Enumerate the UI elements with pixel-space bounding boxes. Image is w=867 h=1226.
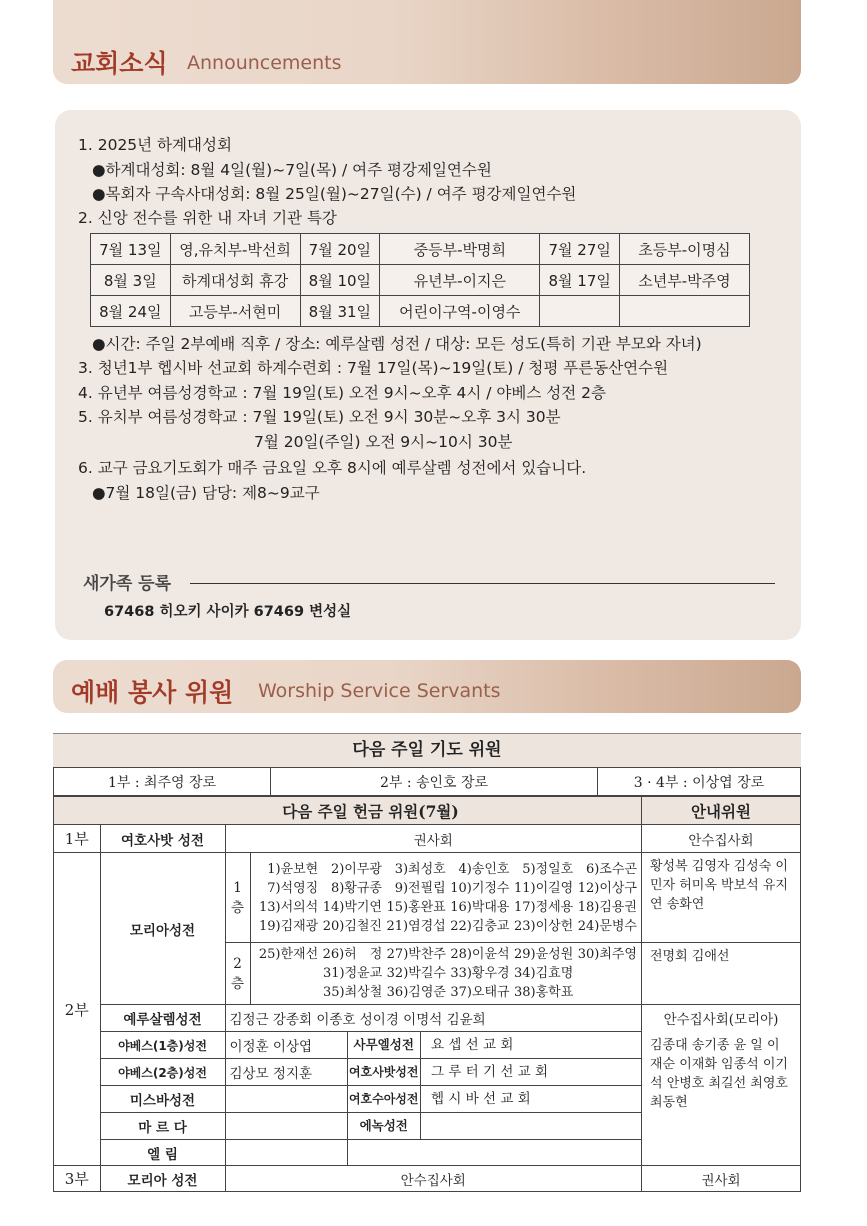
announcement-5b: 7월 20일(주일) 오전 9시~10시 30분 [254,433,513,451]
schedule-lecturer: 영,유치부-박선희 [170,234,300,265]
announcement-1a: ●하계대성회: 8월 4일(월)~7일(목) / 여주 평강제일연수원 [92,161,492,179]
jerusalem-names: 김정근 강종회 이종호 성이경 이명석 김윤희 [225,1005,642,1032]
name [573,964,637,983]
schedule-date: 8월 31일 [300,296,380,327]
jehosua-names: 헵 시 바 선 교 회 [431,1091,531,1107]
name: 14)박기연 [322,899,382,915]
name: 38)홍학표 [513,985,574,1000]
worship-subtitle: Worship Service Servants [258,680,501,702]
lecture-schedule-table [90,233,750,327]
worship-banner [53,660,801,713]
new-family-list: 67468 히오키 사이카 67469 변성실 [104,604,352,620]
announcement-2: 2. 신앙 전수를 위한 내 자녀 기관 특강 [78,209,337,227]
table-row [91,265,750,296]
worship-servants-table [53,796,801,1192]
schedule-date: 8월 10일 [300,265,380,296]
floor-1-label: 1층 [225,853,250,943]
service-3-offering: 안수집사회 [225,1166,642,1192]
name: 4)송인호 [458,861,510,877]
schedule-lecturer: 중등부-박명희 [380,234,540,265]
name: 31)정윤교 [323,966,383,981]
name: 37)오태규 [450,985,510,1000]
name: 2)이무광 [330,861,382,877]
table-row [54,825,801,853]
schedule-date: 7월 20일 [300,234,380,265]
jehoshaphat-label: 여호사밧성전 [348,1059,421,1085]
floor-1-ushers: 황성복 김영자 김성숙 이민자 허미옥 박보석 유지연 송화연 [642,853,801,943]
name: 11)이길영 [513,880,574,896]
name: 1)윤보현 [267,861,319,877]
worship-title: 예배 봉사 위원 [71,678,234,707]
schedule-date [540,296,620,327]
divider [190,583,775,584]
announcement-6: 6. 교구 금요기도회가 매주 금요일 오후 8시에 예루살렘 성전에서 있습니다. [78,459,587,477]
elim-names [225,1140,347,1166]
schedule-lecturer: 초등부-이명심 [619,234,749,265]
enoch-names [421,1118,427,1134]
announcement-1b: ●목회자 구속사대성회: 8월 25일(월)~27일(수) / 여주 평강제일연수원 [92,185,577,203]
samuel-label: 사무엘성전 [348,1032,421,1058]
announcement-2-note: ●시간: 주일 2부예배 직후 / 장소: 예루살렘 성전 / 대상: 모든 성도(특히 기관 부모와 자녀) [92,335,702,353]
schedule-date: 8월 24일 [91,296,171,327]
announcement-3: 3. 청년1부 헵시바 선교회 하계수련회 : 7월 17일(목)~19일(토) / 청평 푸른동산연수원 [78,359,669,377]
table-row [91,234,750,265]
table-row [91,296,750,327]
elim-label: 엘 림 [100,1140,225,1166]
name: 24)문병수 [577,918,637,934]
usher-title: 안내위원 [642,797,801,825]
blank-cell [347,1140,641,1166]
schedule-lecturer: 어린이구역-이영수 [380,296,540,327]
name: 17)정세용 [513,899,574,915]
service-3-label: 3부 [54,1166,101,1192]
floor-1-grid [255,860,638,936]
prayer-committee-title: 다음 주일 기도 위원 [53,733,801,767]
announcement-5: 5. 유치부 여름성경학교 : 7월 19일(토) 오전 9시 30분~오후 3시 30분 [78,408,561,426]
schedule-lecturer: 유년부-이지은 [380,265,540,296]
name: 5)정일호 [522,861,574,877]
name [573,983,637,1002]
service-3-place: 모리아 성전 [100,1166,225,1192]
yabes1-names [225,1032,347,1059]
table-row [54,797,801,825]
name: 33)황우경 [450,966,510,981]
mara-label: 마 르 다 [100,1113,225,1140]
name: 16)박대용 [450,899,510,915]
yabes2-names [225,1059,347,1086]
name: 30)최주영 [577,947,637,962]
samuel-names: 요 셉 선 교 회 [431,1037,514,1053]
name: 26)허 정 [322,947,383,962]
name: 19)김재광 [258,918,319,934]
name: 22)김충교 [450,918,510,934]
floor-2-names [250,943,642,1005]
table-row [54,768,801,796]
schedule-lecturer [619,296,749,327]
service-1-label: 1부 [54,825,101,853]
table-row [54,1166,801,1192]
floor-1-names [250,853,642,943]
announcement-4: 4. 유년부 여름성경학교 : 7월 19일(토) 오전 9시~오후 4시 / 야베스 성전 2층 [78,384,606,402]
table-row [54,853,801,943]
schedule-lecturer: 하계대성회 휴강 [170,265,300,296]
blank-cell [54,797,101,825]
schedule-date: 8월 17일 [540,265,620,296]
name: 15)홍완표 [386,899,446,915]
jehoshaphat-cell [347,1059,641,1086]
schedule-lecturer: 고등부-서현미 [170,296,300,327]
yabes2-label: 야베스(2층)성전 [100,1059,225,1086]
service-1-place: 여호사밧 성전 [100,825,225,853]
enoch-cell [347,1113,641,1140]
name: 20)김철진 [322,918,382,934]
floor-2-ushers: 전명회 김애선 [642,943,801,1005]
misba-names [225,1086,347,1113]
yabes2-names-text: 김상모 정지훈 [229,1066,313,1082]
name: 13)서의석 [258,899,319,915]
announcements-title: 교회소식 [71,49,168,78]
jehoshaphat-names: 그 루 터 기 선 교 회 [431,1064,549,1080]
name [255,983,319,1002]
yabes1-label: 야베스(1층)성전 [100,1032,225,1059]
name: 3)최성호 [394,861,446,877]
service-3-usher: 권사회 [642,1166,801,1192]
name: 12)이상구 [577,880,637,896]
name: 36)김영준 [386,985,446,1000]
name: 27)박찬주 [386,947,446,962]
name: 7)석영징 [267,880,319,896]
name: 18)김용권 [577,899,637,915]
floor-2-label: 2층 [225,943,250,1005]
offering-committee-title: 다음 주일 헌금 위원(7월) [100,797,642,825]
service-2-label: 2부 [54,853,101,1166]
jehosua-label: 여호수아성전 [348,1086,421,1112]
moriah-ushers: 김종대 송기종 윤 일 이재순 이재화 임종석 이기석 안병호 최길선 최영호 최동현 [642,1032,801,1166]
table-row [54,1032,801,1059]
name: 28)이윤석 [450,947,510,962]
announcement-1: 1. 2025년 하계대성회 [78,136,232,154]
name: 34)김효명 [513,966,574,981]
announcements-subtitle: Announcements [187,52,342,74]
name: 25)한재선 [258,947,319,962]
misba-label: 미스바성전 [100,1086,225,1113]
jerusalem-label: 예루살렘성전 [100,1005,225,1032]
new-family-heading: 새가족 등록 [83,574,172,594]
prayer-p1: 1부 : 최주영 장로 [54,768,271,796]
table-row [54,1005,801,1032]
enoch-label: 에녹성전 [348,1113,421,1139]
schedule-date: 8월 3일 [91,265,171,296]
name: 29)윤성원 [513,947,574,962]
schedule-lecturer: 소년부-박주영 [619,265,749,296]
service-1-usher: 안수집사회 [642,825,801,853]
samuel-cell [347,1032,641,1059]
moriah-usher-title: 안수집사회(모리아) [642,1005,801,1032]
service-1-offering: 권사회 [225,825,642,853]
schedule-date: 7월 27일 [540,234,620,265]
name [255,964,319,983]
name: 9)전필립 [394,880,446,896]
name: 35)최상철 [323,985,383,1000]
prayer-p2: 2부 : 송인호 장로 [271,768,598,796]
prayer-committee-table [53,767,801,796]
name: 21)염경섭 [386,918,446,934]
name: 6)조수곤 [585,861,637,877]
name: 32)박길수 [386,966,446,981]
name: 8)황규종 [330,880,382,896]
name: 23)이상헌 [513,918,574,934]
moriah-label: 모리아성전 [100,853,225,1005]
prayer-p34: 3 · 4부 : 이상엽 장로 [598,768,801,796]
name: 10)기정수 [450,880,510,896]
schedule-date: 7월 13일 [91,234,171,265]
announcement-6a: ●7월 18일(금) 담당: 제8~9교구 [92,484,320,502]
announcements-banner [53,0,801,84]
floor-2-grid [255,945,638,1002]
mara-names [225,1113,347,1140]
jehosua-cell [347,1086,641,1113]
yabes1-names-text: 이정훈 이상엽 [229,1039,313,1055]
